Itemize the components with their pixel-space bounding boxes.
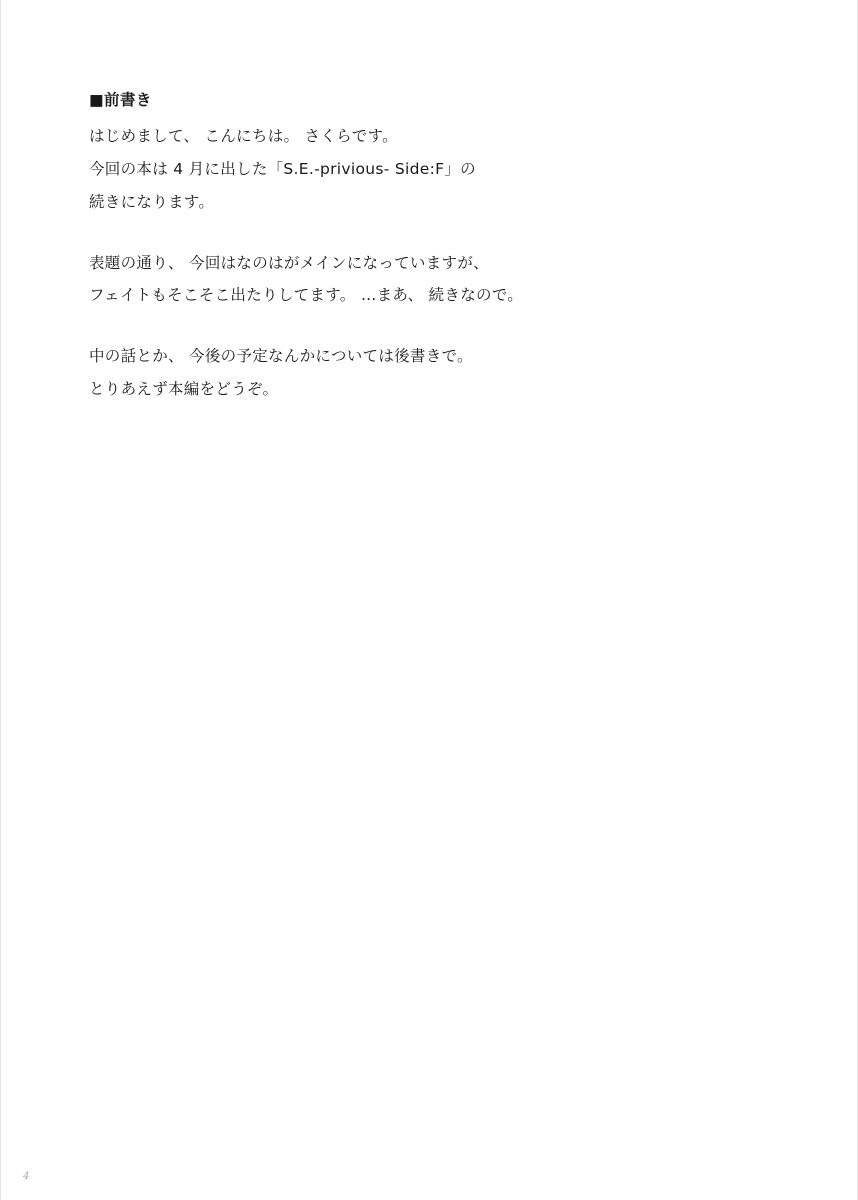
paragraph-line: 表題の通り、 今回はなのはがメインになっていますが、 [89, 253, 489, 272]
paragraph-line: 続きになります。 [89, 192, 215, 211]
paragraph-line: 今回の本は 4 月に出した「S.E.-privious- Side:F」の [89, 159, 476, 178]
paragraph-about-characters [89, 247, 709, 313]
paragraph-line: 中の話とか、 今後の予定なんかについては後書きで。 [89, 347, 473, 366]
page-content [89, 88, 709, 406]
section-heading: ■前書き [89, 91, 152, 109]
paragraph-intro [89, 120, 709, 219]
paragraph-line: フェイトもそこそこ出たりしてます。 …まあ、 続きなので。 [89, 286, 524, 305]
paragraph-afterword-note [89, 340, 709, 406]
paragraph-line: はじめまして、 こんにちは。 さくらです。 [89, 127, 398, 146]
page-number: 4 [23, 1171, 30, 1182]
paragraph-line: とりあえず本編をどうぞ。 [89, 380, 279, 399]
